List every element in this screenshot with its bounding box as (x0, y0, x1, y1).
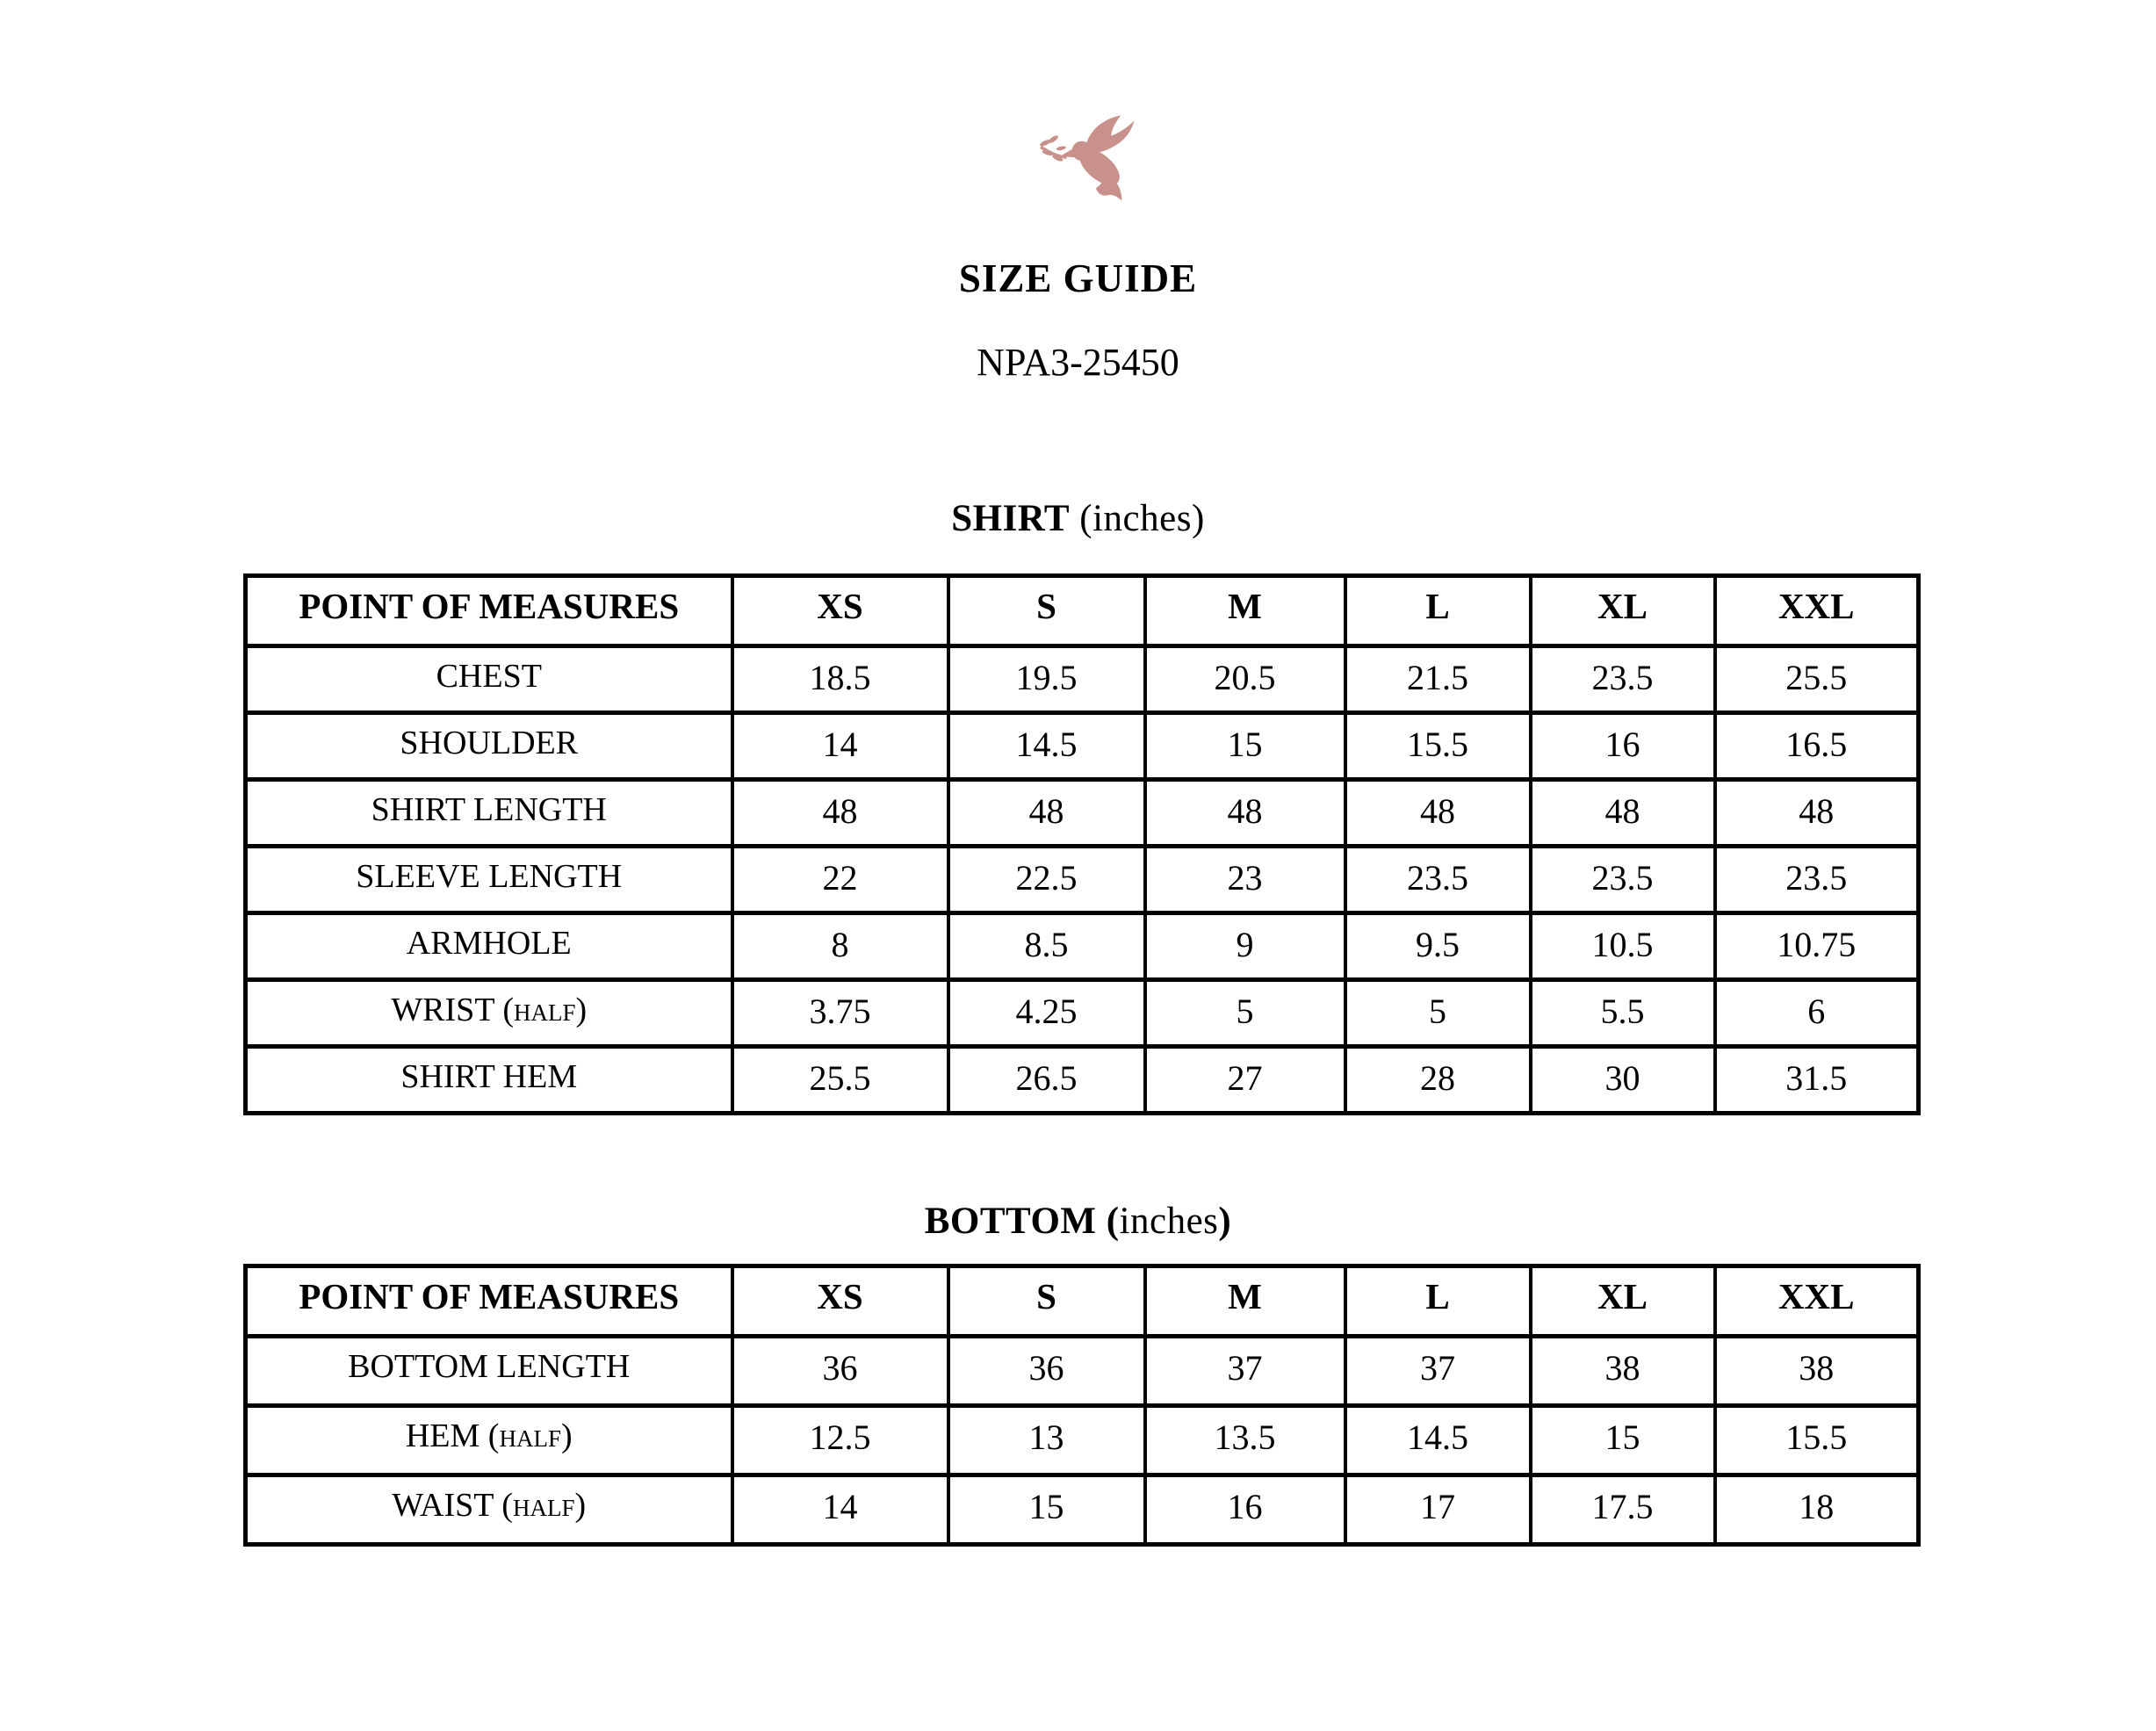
measure-value-cell: 48 (1531, 780, 1715, 847)
measure-value-cell: 38 (1531, 1337, 1715, 1406)
column-header-xxl: XXL (1715, 1266, 1919, 1337)
logo-container (0, 0, 2156, 215)
measure-value-cell: 16 (1531, 713, 1715, 780)
bottom-heading-bold: BOTTOM ( (924, 1201, 1120, 1242)
table-row-wrist-half (246, 980, 1919, 1047)
measure-value-cell: 48 (948, 780, 1145, 847)
measure-label-cell (246, 847, 732, 913)
measure-value-cell: 48 (1715, 780, 1919, 847)
measure-value-cell: 10.75 (1715, 913, 1919, 980)
measure-value-cell: 15 (1531, 1406, 1715, 1475)
measure-label-cell (246, 1337, 732, 1406)
measure-value-cell: 10.5 (1531, 913, 1715, 980)
measure-label: SHIRT LENGTH (371, 791, 607, 828)
column-header-xl: XL (1531, 576, 1715, 646)
column-header-xxl: XXL (1715, 576, 1919, 646)
measure-value-cell: 30 (1531, 1047, 1715, 1114)
measure-label: WAIST ( (392, 1487, 513, 1524)
measure-value-cell: 5 (1145, 980, 1345, 1047)
measure-value-cell: 12.5 (732, 1406, 948, 1475)
shirt-heading-units: (inches) (1070, 498, 1205, 539)
measure-label-cell (246, 1047, 732, 1114)
measure-value-cell: 16 (1145, 1475, 1345, 1545)
column-header-m: M (1145, 576, 1345, 646)
column-header-s: S (948, 576, 1145, 646)
table-row-shoulder (246, 713, 1919, 780)
measure-label-cell (246, 980, 732, 1047)
measure-value-cell: 13.5 (1145, 1406, 1345, 1475)
measure-label-close: ) (574, 1487, 587, 1524)
measure-value-cell: 15.5 (1345, 713, 1531, 780)
measure-value-cell: 48 (1145, 780, 1345, 847)
bottom-section-heading (0, 1200, 2156, 1243)
measure-label-small: HALF (512, 1495, 575, 1521)
measure-value-cell: 22 (732, 847, 948, 913)
measure-value-cell: 37 (1145, 1337, 1345, 1406)
measure-value-cell: 14.5 (948, 713, 1145, 780)
bottom-table-header-row (246, 1266, 1919, 1337)
measure-label: WRIST ( (391, 992, 514, 1028)
column-header-l: L (1345, 1266, 1531, 1337)
measure-value-cell: 17.5 (1531, 1475, 1715, 1545)
measure-value-cell: 38 (1715, 1337, 1919, 1406)
shirt-heading-bold: SHIRT (951, 498, 1071, 539)
measure-value-cell: 16.5 (1715, 713, 1919, 780)
shirt-section-heading (0, 497, 2156, 540)
measure-value-cell: 14 (732, 713, 948, 780)
measure-value-cell: 23.5 (1345, 847, 1531, 913)
measure-value-cell: 18.5 (732, 646, 948, 713)
shirt-table-header-row (246, 576, 1919, 646)
dove-icon (1035, 111, 1168, 211)
measure-value-cell: 15.5 (1715, 1406, 1919, 1475)
measure-value-cell: 14.5 (1345, 1406, 1531, 1475)
measure-value-cell: 15 (1145, 713, 1345, 780)
measure-label-cell (246, 913, 732, 980)
measure-value-cell: 37 (1345, 1337, 1531, 1406)
measure-value-cell: 26.5 (948, 1047, 1145, 1114)
column-header-point-of-measures: POINT OF MEASURES (246, 576, 732, 646)
measure-label-cell (246, 713, 732, 780)
measure-value-cell: 8.5 (948, 913, 1145, 980)
shirt-size-table (243, 573, 1921, 1115)
measure-value-cell: 8 (732, 913, 948, 980)
bottom-heading-close: ) (1218, 1201, 1232, 1242)
measure-value-cell: 23.5 (1531, 847, 1715, 913)
measure-value-cell: 5 (1345, 980, 1531, 1047)
page-title: SIZE GUIDE (958, 256, 1198, 300)
column-header-l: L (1345, 576, 1531, 646)
measure-label-cell (246, 1406, 732, 1475)
measure-label-close: ) (575, 992, 588, 1028)
measure-value-cell: 4.25 (948, 980, 1145, 1047)
measure-label-small: HALF (499, 1425, 561, 1452)
measure-value-cell: 48 (1345, 780, 1531, 847)
measure-value-cell: 22.5 (948, 847, 1145, 913)
measure-value-cell: 3.75 (732, 980, 948, 1047)
measure-value-cell: 21.5 (1345, 646, 1531, 713)
measure-value-cell: 17 (1345, 1475, 1531, 1545)
measure-value-cell: 6 (1715, 980, 1919, 1047)
column-header-s: S (948, 1266, 1145, 1337)
measure-value-cell: 25.5 (732, 1047, 948, 1114)
product-code: NPA3-25450 (977, 341, 1179, 384)
table-row-shirt-length (246, 780, 1919, 847)
table-row-shirt-hem (246, 1047, 1919, 1114)
measure-value-cell: 36 (732, 1337, 948, 1406)
column-header-xs: XS (732, 1266, 948, 1337)
measure-value-cell: 9.5 (1345, 913, 1531, 980)
measure-value-cell: 23 (1145, 847, 1345, 913)
measure-label: SHOULDER (400, 725, 579, 761)
column-header-xl: XL (1531, 1266, 1715, 1337)
measure-label: HEM ( (405, 1417, 500, 1454)
table-row-armhole (246, 913, 1919, 980)
measure-label: SLEEVE LENGTH (356, 858, 623, 895)
measure-value-cell: 27 (1145, 1047, 1345, 1114)
measure-value-cell: 19.5 (948, 646, 1145, 713)
column-header-point-of-measures: POINT OF MEASURES (246, 1266, 732, 1337)
bottom-size-table (243, 1264, 1921, 1547)
table-row-hem-half (246, 1406, 1919, 1475)
column-header-m: M (1145, 1266, 1345, 1337)
measure-label-cell (246, 1475, 732, 1545)
table-row-waist-half (246, 1475, 1919, 1545)
table-row-sleeve-length (246, 847, 1919, 913)
table-row-bottom-length (246, 1337, 1919, 1406)
measure-label: SHIRT HEM (400, 1058, 578, 1095)
measure-value-cell: 36 (948, 1337, 1145, 1406)
measure-label: ARMHOLE (406, 925, 572, 962)
measure-label-cell (246, 780, 732, 847)
measure-label-small: HALF (514, 999, 576, 1026)
measure-label: CHEST (436, 658, 542, 695)
measure-value-cell: 18 (1715, 1475, 1919, 1545)
measure-value-cell: 9 (1145, 913, 1345, 980)
measure-value-cell: 13 (948, 1406, 1145, 1475)
measure-label-cell (246, 646, 732, 713)
measure-value-cell: 31.5 (1715, 1047, 1919, 1114)
measure-label-close: ) (560, 1417, 573, 1454)
bottom-heading-units: inches (1119, 1201, 1219, 1242)
measure-value-cell: 23.5 (1531, 646, 1715, 713)
measure-value-cell: 48 (732, 780, 948, 847)
measure-value-cell: 28 (1345, 1047, 1531, 1114)
measure-value-cell: 20.5 (1145, 646, 1345, 713)
measure-label: BOTTOM LENGTH (348, 1348, 631, 1385)
measure-value-cell: 5.5 (1531, 980, 1715, 1047)
measure-value-cell: 14 (732, 1475, 948, 1545)
column-header-xs: XS (732, 576, 948, 646)
measure-value-cell: 15 (948, 1475, 1145, 1545)
measure-value-cell: 25.5 (1715, 646, 1919, 713)
dove-logo-shape (1039, 115, 1134, 200)
measure-value-cell: 23.5 (1715, 847, 1919, 913)
table-row-chest (246, 646, 1919, 713)
